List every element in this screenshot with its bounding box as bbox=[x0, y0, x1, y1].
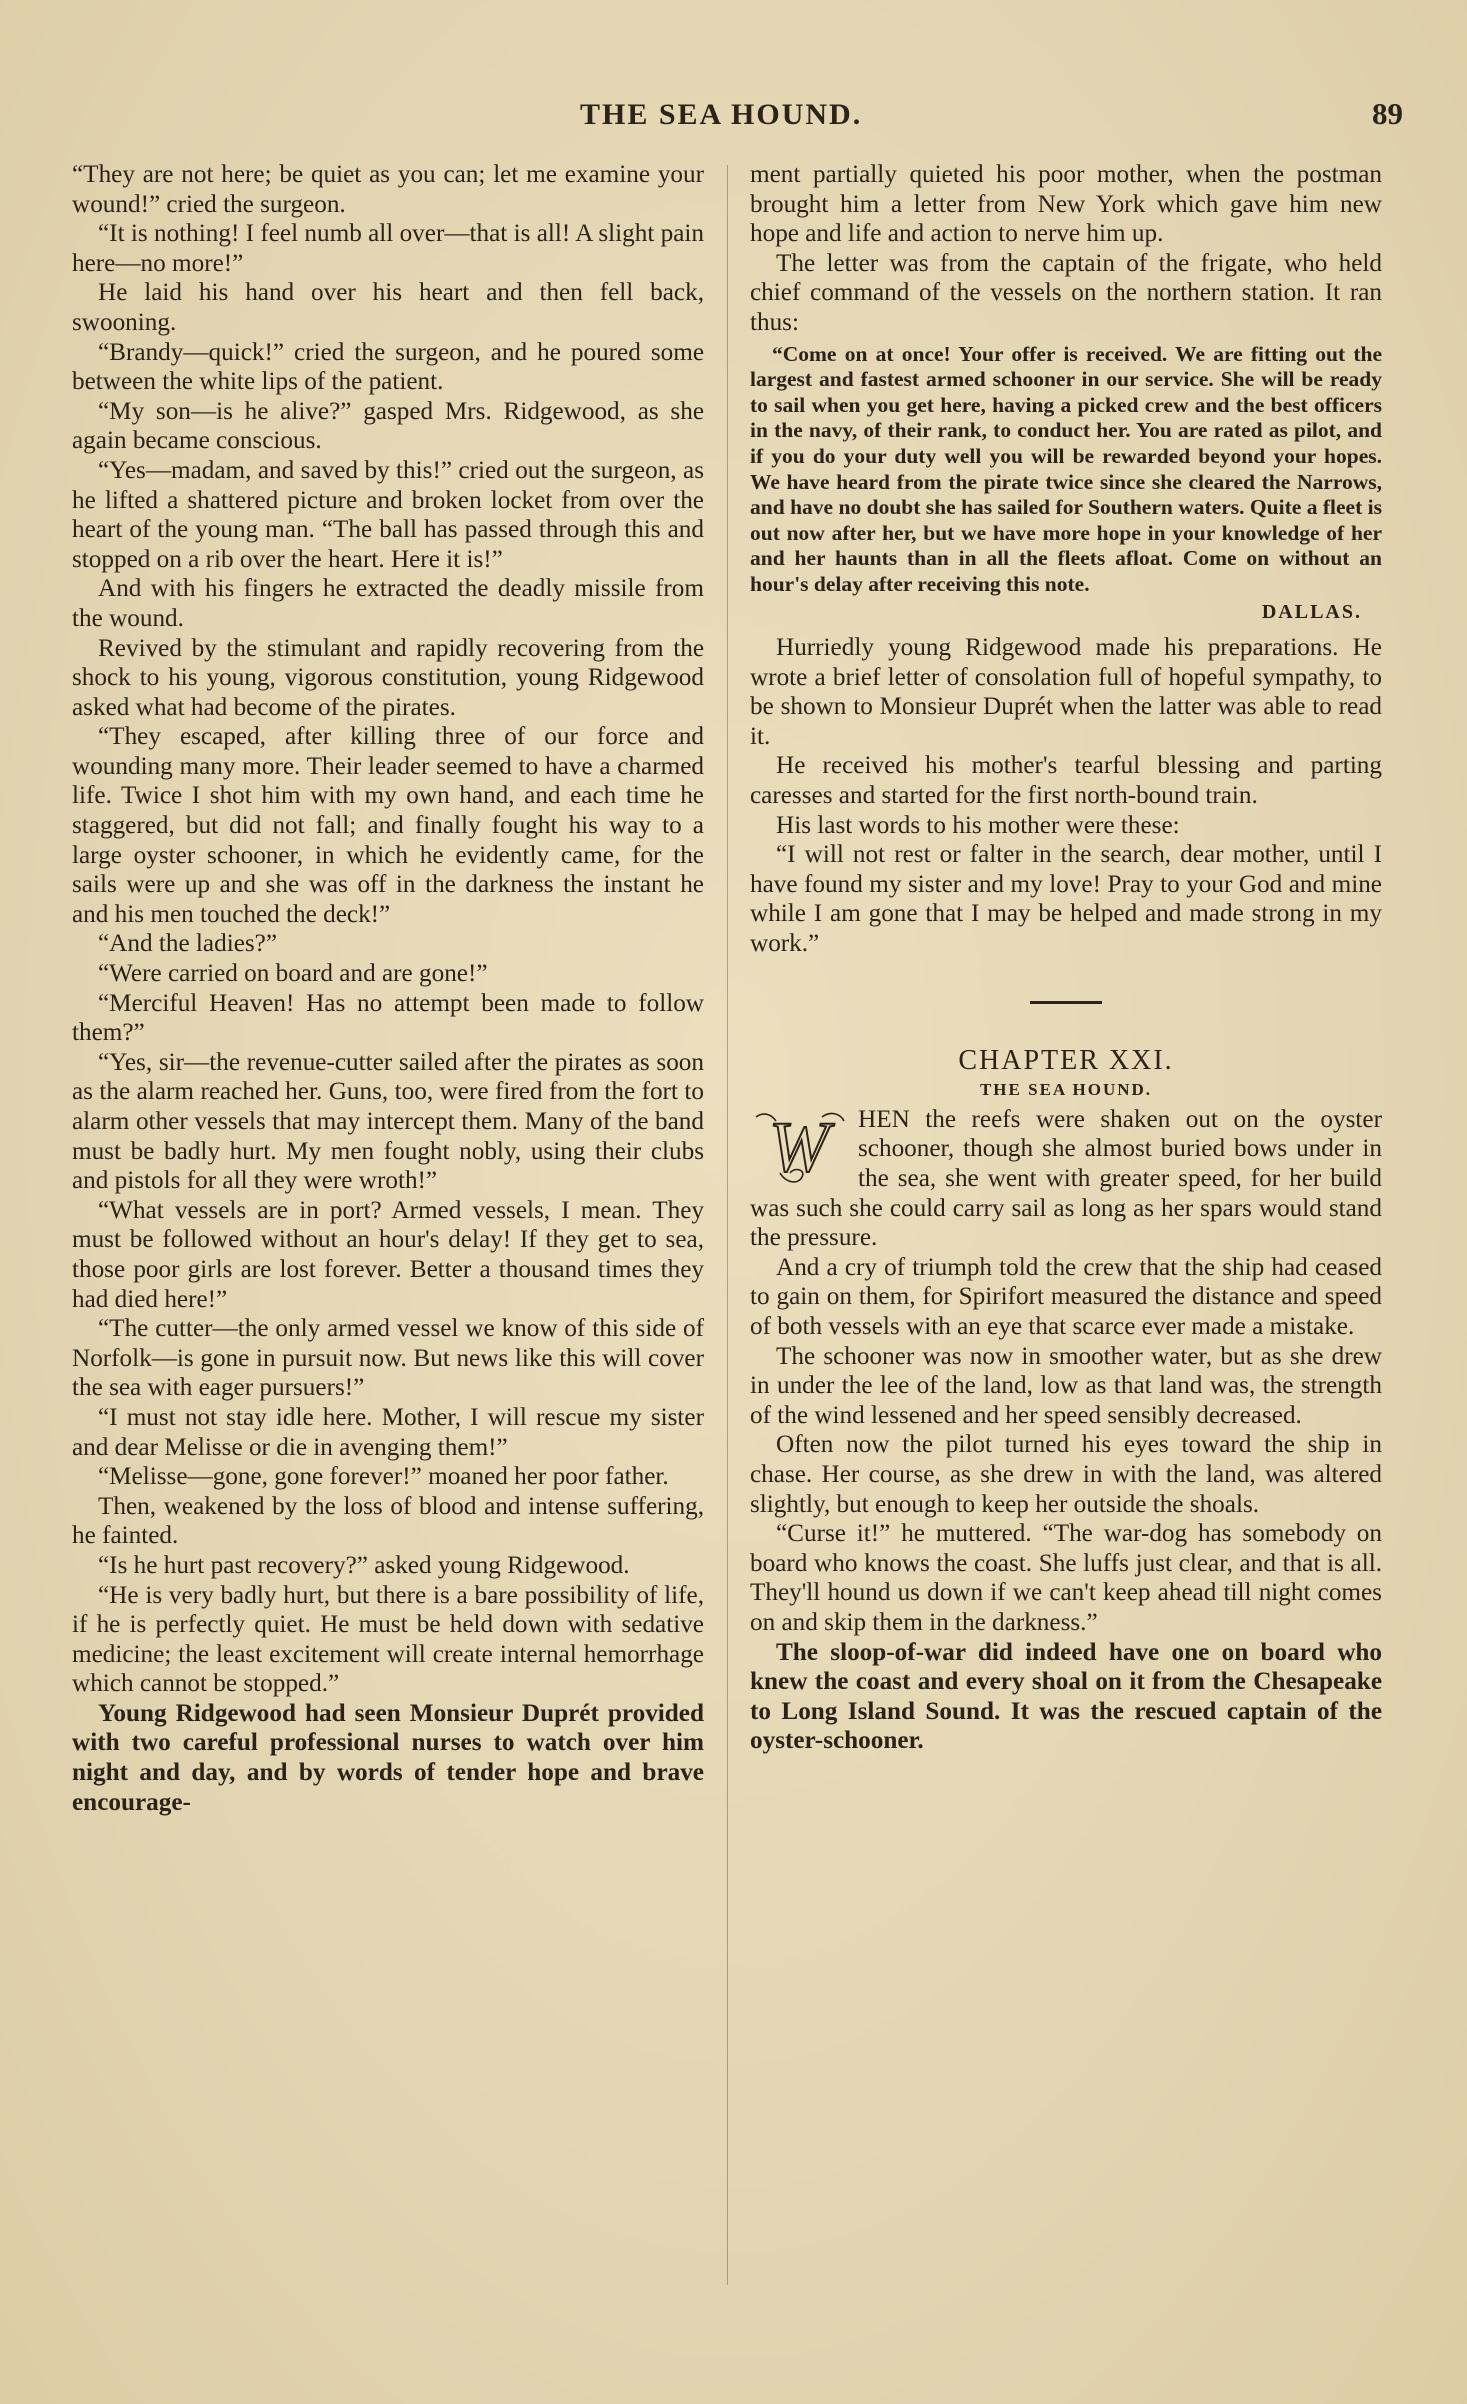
paragraph: “Melisse—gone, gone forever!” moaned her poor father. bbox=[98, 1463, 669, 1491]
paragraph-continued: ment partially quieted his poor mother, when the postman brought him a letter from New York which gave him new hope and life and action to nerve him up. bbox=[750, 161, 1382, 248]
paragraph: Hurriedly young Ridgewood made his preparations. He wrote a brief letter of consolation full of hopeful sympathy, to be shown to Monsieur Duprét when the latter was able to read it. bbox=[750, 634, 1382, 750]
paragraph: Often now the pilot turned his eyes toward the ship in chase. Her course, as she drew in with the land, was altered slightly, but enough to keep her outside the shoals. bbox=[750, 1431, 1382, 1518]
paragraph: And with his fingers he extracted the deadly missile from the wound. bbox=[72, 575, 704, 632]
paragraph: “It is nothing! I feel numb all over—that is all! A slight pain here—no more!” bbox=[72, 220, 704, 277]
paragraph: “I will not rest or falter in the search, dear mother, until I have found my sister and my love! Pray to your God and mine while I am gone that I may be helped and made strong in my work.” bbox=[750, 841, 1382, 958]
letter-text: “Come on at once! Your offer is received. We are fitting out the largest and fastest armed schooner in our service. She will be ready to sail when you get here, having a picked crew and the best officers in the navy, of their rank, to conduct her. You are rated as pilot, and if you do your duty well you will be rewarded beyond your hopes. We have heard from the pirate twice since she cleared the Narrows, and have no doubt she has sailed for Southern waters. Quite a fleet is out now after her, but we have more hope in your knowledge of her and her haunts than in all the fleets afloat. Come on without an hour's delay after receiving this note. bbox=[750, 341, 1382, 596]
section-divider bbox=[1030, 1001, 1102, 1004]
paragraph: Then, weakened by the loss of blood and intense suffering, he fainted. bbox=[72, 1492, 704, 1550]
paragraph: “Curse it!” he muttered. “The war-dog has somebody on board who knows the coast. She luffs just clear, and that is all. They'll hound us down if we can't keep ahead till night comes on and skip them in the darkness.” bbox=[750, 1520, 1382, 1636]
paragraph: And a cry of triumph told the crew that the ship had ceased to gain on them, for Spirifort measured the distance and speed of both vessels with an eye that scarce ever made a mistake. bbox=[750, 1253, 1382, 1340]
paragraph: Revived by the stimulant and rapidly recovering from the shock to his young, vigorous constitution, young Ridgewood asked what had become of the pirates. bbox=[72, 634, 704, 721]
drop-cap-letter: W bbox=[769, 1108, 829, 1187]
paragraph: “Is he hurt past recovery?” asked young Ridgewood. bbox=[98, 1551, 630, 1579]
paragraph: “Brandy—quick!” cried the surgeon, and he poured some between the white lips of the patient. bbox=[72, 338, 704, 396]
left-column bbox=[72, 160, 704, 2330]
paragraph: His last words to his mother were these: bbox=[776, 811, 1180, 839]
paragraph: “Were carried on board and are gone!” bbox=[98, 960, 488, 988]
running-title: THE SEA HOUND. bbox=[580, 98, 863, 131]
paragraph: The letter was from the captain of the frigate, who held chief command of the vessels on the northern station. It ran thus: bbox=[750, 249, 1382, 336]
chapter-subtitle: THE SEA HOUND. bbox=[979, 1080, 1153, 1100]
paragraph: “They are not here; be quiet as you can; let me examine your wound!” cried the surgeon. bbox=[72, 161, 704, 218]
paragraph: “My son—is he alive?” gasped Mrs. Ridgewood, as she again became conscious. bbox=[72, 397, 704, 455]
paragraph: “Yes—madam, and saved by this!” cried out the surgeon, as he lifted a shattered picture and broken locket from over the heart of the young man. “The ball has passed through this and stopped on a rib over the heart. Here it is!” bbox=[72, 456, 704, 573]
paragraph: The schooner was now in smoother water, but as she drew in under the lee of the land, low as that land was, the strength of the wind lessened and her speed sensibly decreased. bbox=[750, 1342, 1382, 1429]
paragraph: “He is very badly hurt, but there is a bare possibility of life, if he is perfectly quiet. He must be held down with sedative medicine; the least excitement will create internal hemorrhage which cannot be stopped.” bbox=[72, 1581, 704, 1698]
paragraph: “Merciful Heaven! Has no attempt been made to follow them?” bbox=[72, 989, 704, 1047]
paragraph: The sloop-of-war did indeed have one on board who knew the coast and every shoal on it from the Chesapeake to Long Island Sound. It was the rescued captain of the oyster-schooner. bbox=[750, 1638, 1382, 1755]
paragraph: “What vessels are in port? Armed vessels, I mean. They must be followed without an hour's delay! If they get to sea, those poor girls are lost forever. Better a thousand times they had died here!” bbox=[72, 1196, 704, 1313]
paragraph: Young Ridgewood had seen Monsieur Duprét provided with two careful professional nurses to watch over him night and day, and by words of tender hope and brave encourage- bbox=[72, 1699, 704, 1816]
paragraph: He received his mother's tearful blessing and parting caresses and started for the first north-bound train. bbox=[750, 752, 1382, 810]
letter-signature: DALLAS. bbox=[1261, 600, 1362, 623]
paragraph: “The cutter—the only armed vessel we know of this side of Norfolk—is gone in pursuit now. But news like this will cover the sea with eager pursuers!” bbox=[72, 1315, 704, 1402]
paragraph: “I must not stay idle here. Mother, I will rescue my sister and dear Melisse or die in avenging them!” bbox=[72, 1403, 704, 1461]
paragraph: “Yes, sir—the revenue-cutter sailed after the pirates as soon as the alarm reached her. Guns, too, were fired from the fort to alarm other vessels that may intercept them. Many of the band must be badly hurt. My men fought nobly, using their clubs and pistols for all they were wroth!” bbox=[72, 1048, 704, 1195]
drop-cap bbox=[750, 1109, 848, 1189]
chapter-title: CHAPTER XXI. bbox=[958, 1044, 1174, 1076]
paragraph: HEN the reefs were shaken out on the oyster schooner, though she almost buried bows under in the sea, she went with greater speed, for her build was such she could carry sail as long as her spars would stand the pressure. bbox=[750, 1105, 1382, 1252]
paragraph: He laid his hand over his heart and then fell back, swooning. bbox=[72, 279, 704, 336]
paragraph: “And the ladies?” bbox=[98, 930, 278, 958]
column-divider bbox=[727, 165, 728, 2285]
paragraph: “They escaped, after killing three of our force and wounding many more. Their leader seemed to have a charmed life. Twice I shot him with my own hand, and each time he staggered, but did not fall; and finally fought his way to a large oyster schooner, in which he evidently came, for the sails were up and she was off in the darkness the instant he and his men touched the deck!” bbox=[72, 723, 704, 928]
drop-cap-ornament-icon bbox=[750, 1109, 848, 1189]
page-number: 89 bbox=[1372, 96, 1403, 131]
right-column bbox=[750, 160, 1382, 2330]
